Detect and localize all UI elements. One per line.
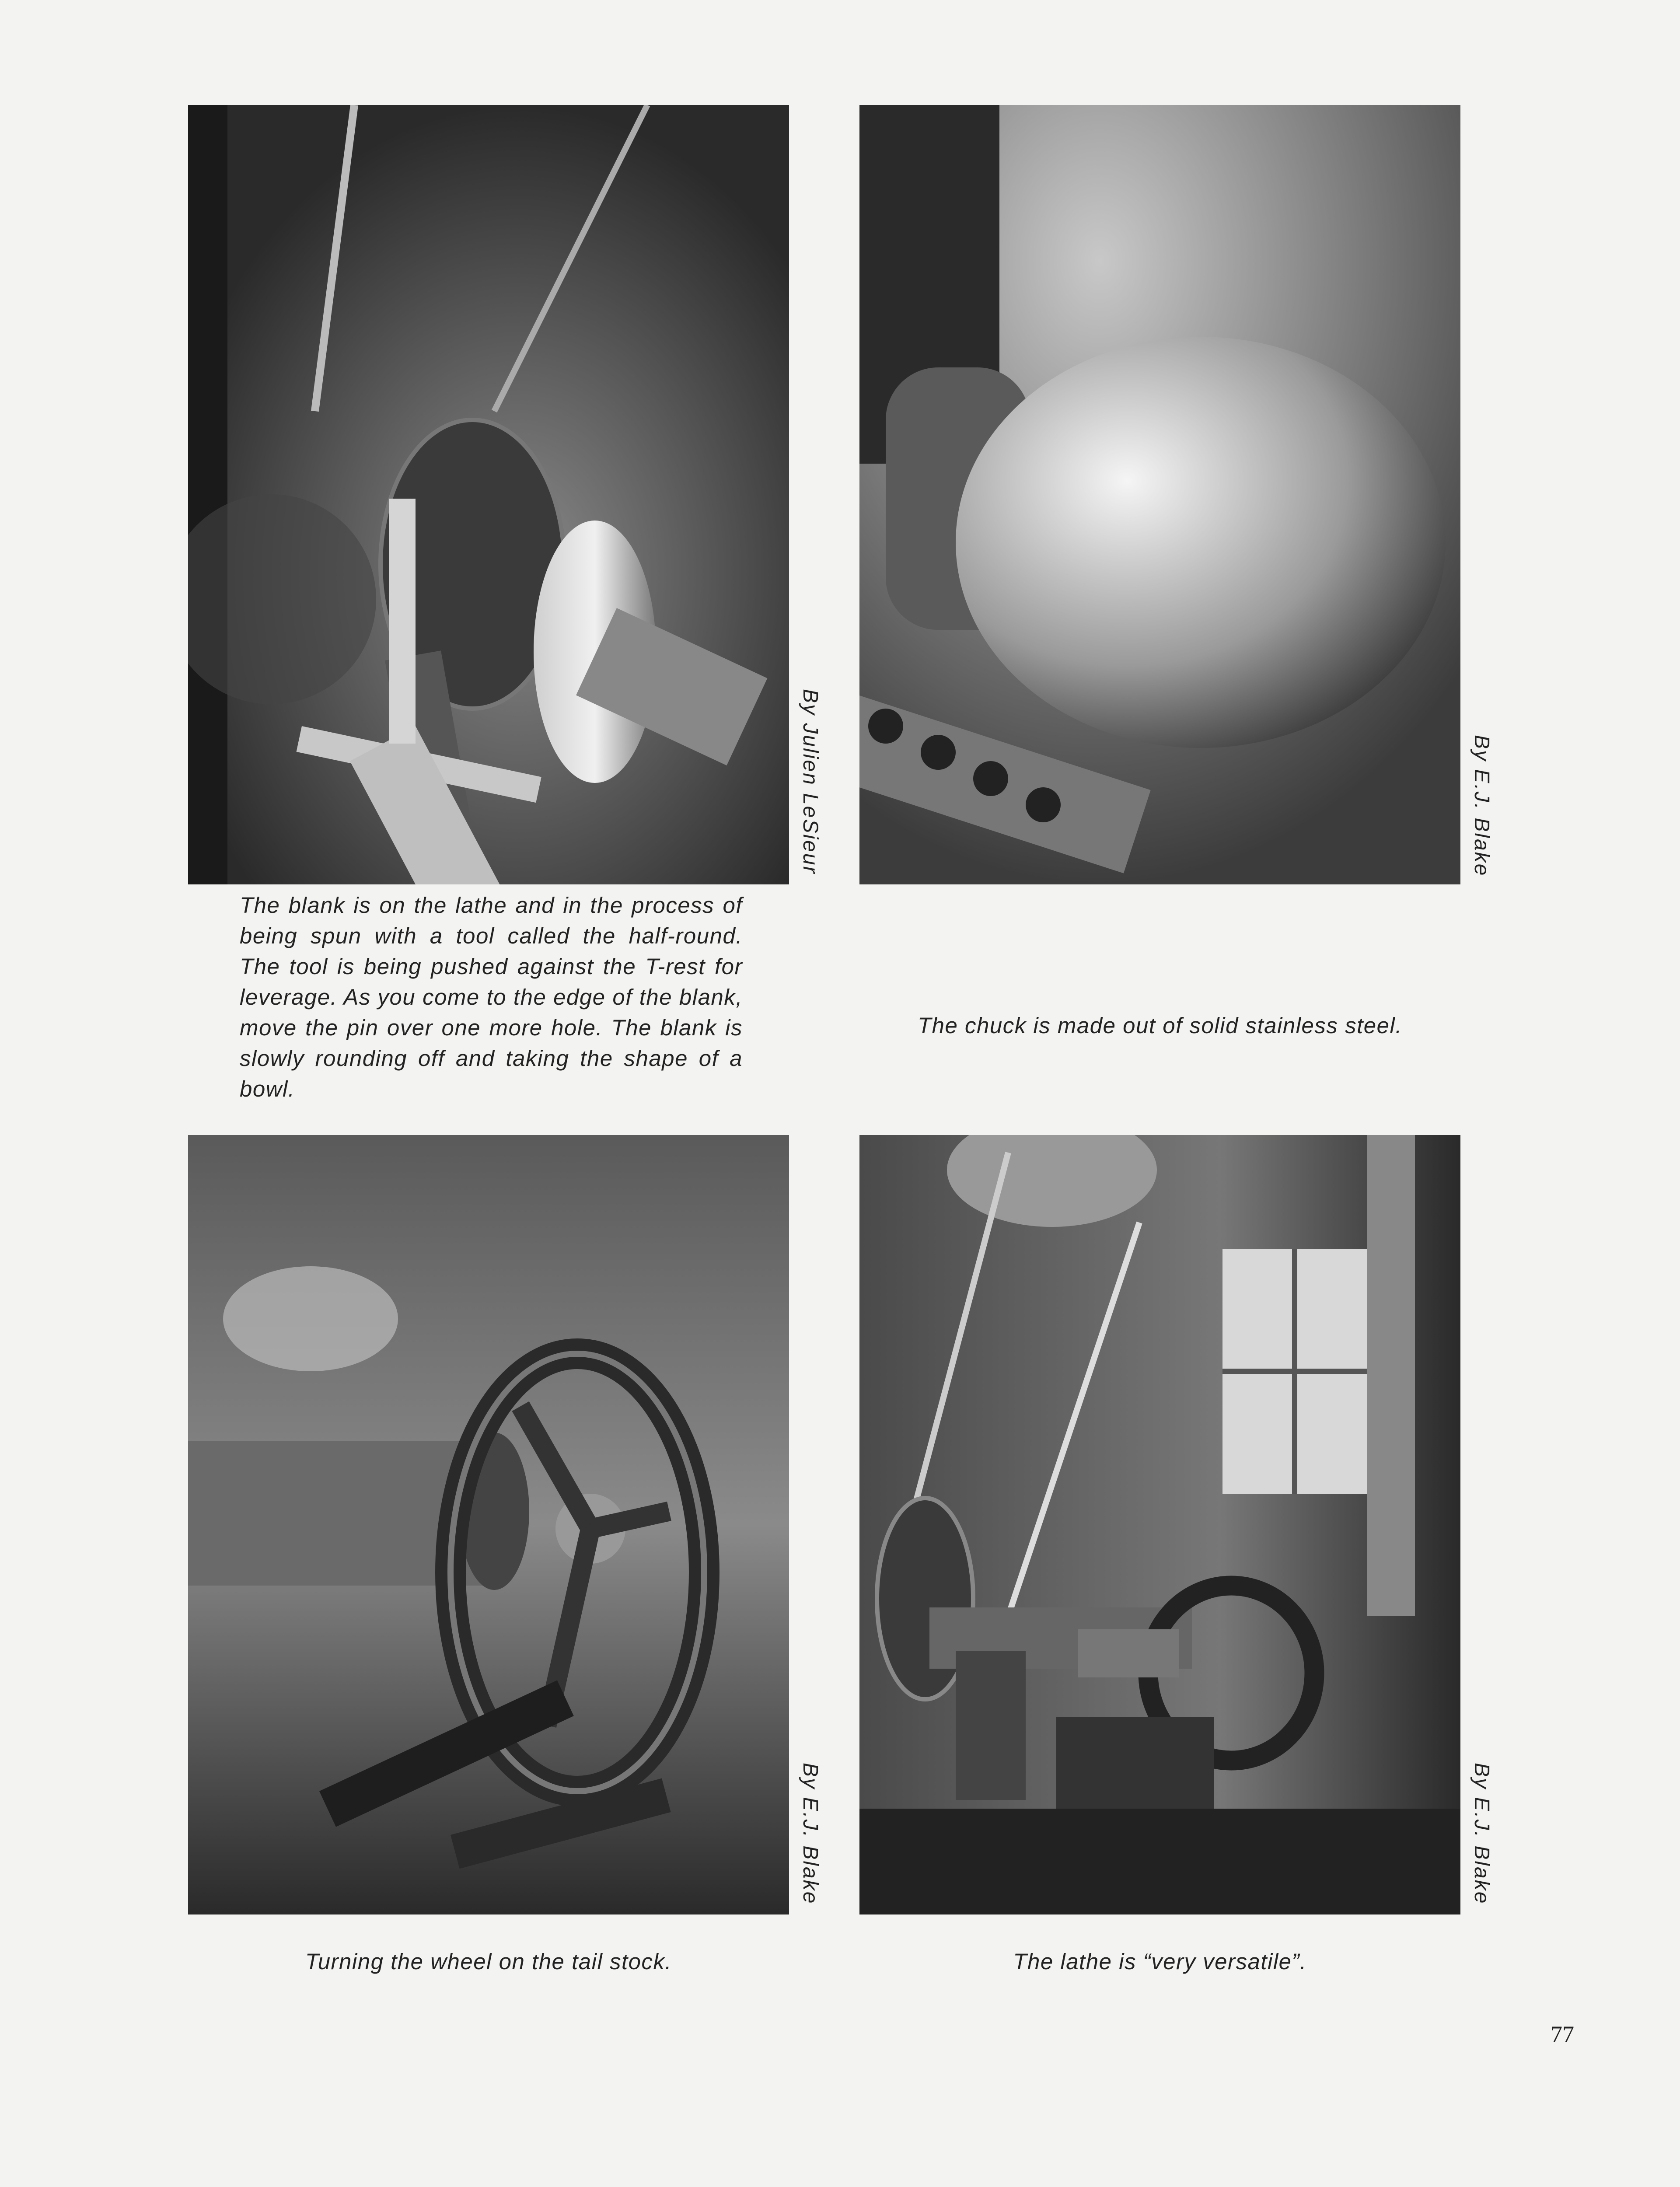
- photo-overview-image: [859, 1135, 1460, 1914]
- photo-credit-ej-blake-overview: By E.J. Blake: [1470, 1763, 1493, 1905]
- photo-stainless-steel-chuck: [859, 105, 1460, 884]
- caption-chuck: The chuck is made out of solid stainless steel.: [917, 1013, 1402, 1038]
- photo-credit-ej-blake-wheel: By E.J. Blake: [799, 1763, 822, 1905]
- photo-lathe-overview: [859, 1135, 1460, 1914]
- photo-credit-ej-blake-chuck: By E.J. Blake: [1470, 735, 1493, 877]
- photo-credit-julien-lesieur: By Julien LeSieur: [799, 689, 822, 875]
- photo-lathe-half-round-tool: [188, 105, 789, 884]
- photo-chuck-image: [859, 105, 1460, 884]
- photo-wheel-image: [188, 1135, 789, 1914]
- page-number: 77: [1551, 2021, 1574, 2047]
- photo-lathe-image: [188, 105, 789, 884]
- caption-lathe-versatile: The lathe is “very versatile”.: [1013, 1949, 1307, 1974]
- caption-half-round-tool: The blank is on the lathe and in the process of being spun with a tool called the half-round. The tool is being pushed against the T-rest for leverage. As you come to the edge of the blank, move the pin over one more hole. The blank is slowly rounding off and taking the shape of a bowl.: [240, 893, 743, 1101]
- photo-tail-stock-wheel: [188, 1135, 789, 1914]
- caption-tail-stock: Turning the wheel on the tail stock.: [305, 1949, 672, 1974]
